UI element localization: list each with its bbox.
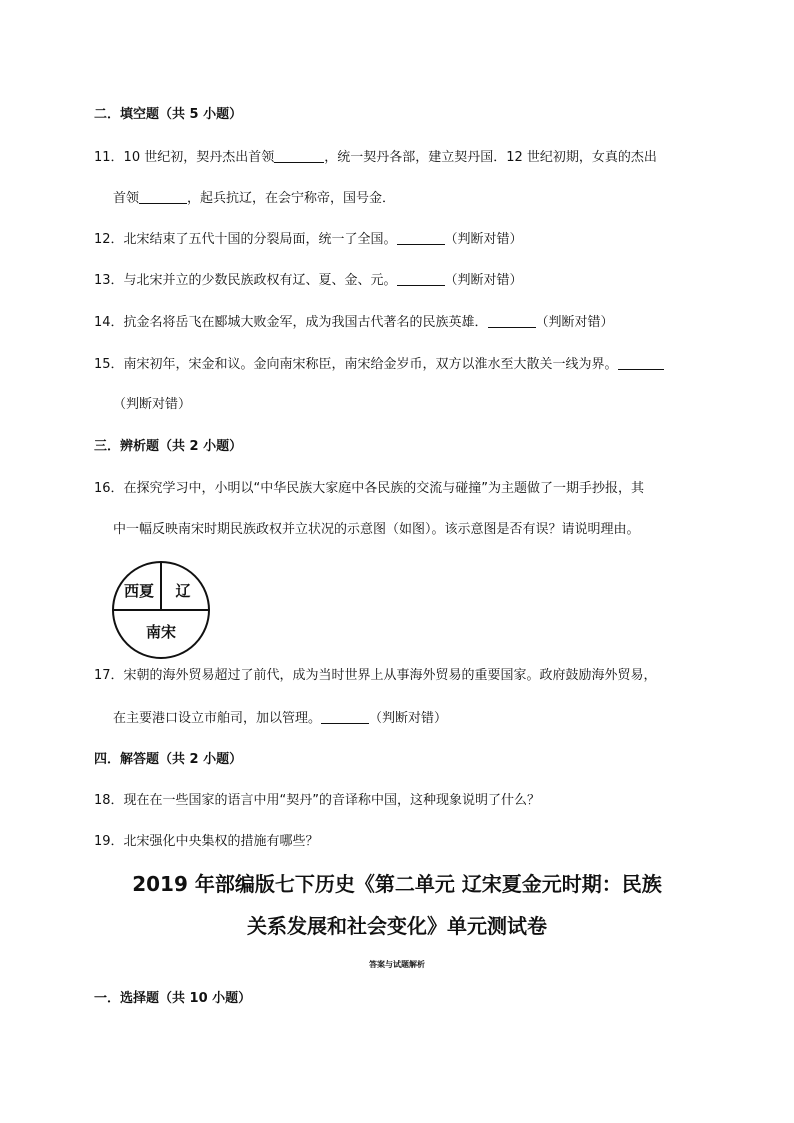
diagram-label-xixia: 西夏 bbox=[123, 582, 155, 600]
q11-text-3: 首领 bbox=[113, 191, 140, 206]
q12-suffix: （判断对错） bbox=[444, 232, 523, 247]
question-15-line-1 bbox=[94, 355, 664, 374]
document-title-line-1: 2019 年部编版七下历史《第二单元 辽宋夏金元时期：民族 bbox=[132, 872, 662, 896]
question-13 bbox=[94, 271, 523, 290]
question-15-line-2: （判断对错） bbox=[113, 397, 192, 412]
q15-text: 15．南宋初年，宋金和议。金向南宋称臣，南宋给金岁币，双方以淮水至大散关一线为界。 bbox=[94, 357, 618, 372]
answer-analysis-subtitle: 答案与试题解析 bbox=[369, 960, 425, 969]
q17-suffix: （判断对错） bbox=[369, 711, 448, 726]
q11-blank-1[interactable] bbox=[274, 148, 324, 163]
q14-blank[interactable] bbox=[488, 313, 536, 328]
q12-blank[interactable] bbox=[397, 230, 445, 245]
q11-text-4: ，起兵抗辽，在会宁称帝，国号金． bbox=[187, 191, 396, 206]
q14-suffix: （判断对错） bbox=[535, 315, 614, 330]
regime-diagram bbox=[111, 560, 211, 660]
q11-text-1: 11．10 世纪初，契丹杰出首领 bbox=[94, 150, 275, 165]
q11-text-2: ，统一契丹各部，建立契丹国．12 世纪初期，女真的杰出 bbox=[324, 150, 657, 165]
question-11-line-2 bbox=[113, 189, 395, 208]
q17-text: 在主要港口设立市舶司，加以管理。 bbox=[113, 711, 322, 726]
question-12 bbox=[94, 230, 523, 249]
section-heading-multiple-choice: 一．选择题（共 10 小题） bbox=[94, 991, 252, 1006]
question-17-line-2 bbox=[113, 709, 447, 728]
document-title-line-2: 关系发展和社会变化》单元测试卷 bbox=[247, 914, 547, 938]
q13-suffix: （判断对错） bbox=[444, 273, 523, 288]
section-heading-answer: 四．解答题（共 2 小题） bbox=[94, 752, 243, 767]
question-16-line-1: 16．在探究学习中，小明以“中华民族大家庭中各民族的交流与碰撞”为主题做了一期手抄报，其 bbox=[94, 481, 645, 496]
q13-text: 13．与北宋并立的少数民族政权有辽、夏、金、元。 bbox=[94, 273, 397, 288]
q14-text: 14．抗金名将岳飞在郾城大败金军，成为我国古代著名的民族英雄． bbox=[94, 315, 488, 330]
q11-blank-2[interactable] bbox=[139, 189, 187, 204]
diagram-label-liao: 辽 bbox=[175, 582, 191, 600]
q15-blank[interactable] bbox=[618, 355, 664, 370]
question-18: 18．现在在一些国家的语言中用“契丹”的音译称中国，这种现象说明了什么？ bbox=[94, 793, 541, 808]
section-heading-analysis: 三．辨析题（共 2 小题） bbox=[94, 439, 243, 454]
question-17-line-1: 17．宋朝的海外贸易超过了前代，成为当时世界上从事海外贸易的重要国家。政府鼓励海外贸易， bbox=[94, 668, 657, 683]
q17-blank[interactable] bbox=[321, 709, 369, 724]
question-11-line-1 bbox=[94, 148, 657, 167]
section-heading-fill-in: 二．填空题（共 5 小题） bbox=[94, 107, 243, 122]
q12-text: 12．北宋结束了五代十国的分裂局面，统一了全国。 bbox=[94, 232, 397, 247]
q13-blank[interactable] bbox=[397, 271, 445, 286]
question-14 bbox=[94, 313, 614, 332]
diagram-label-nansong: 南宋 bbox=[145, 623, 177, 641]
question-16-line-2: 中一幅反映南宋时期民族政权并立状况的示意图（如图）。该示意图是否有误？请说明理由。 bbox=[113, 522, 640, 537]
question-19: 19．北宋强化中央集权的措施有哪些？ bbox=[94, 834, 319, 849]
